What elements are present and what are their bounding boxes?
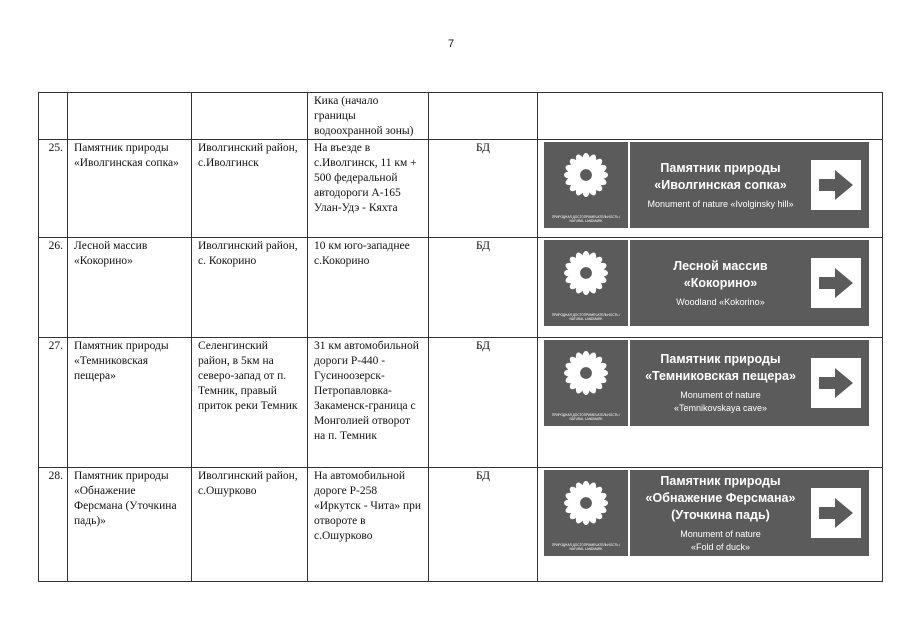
- sign-title: [654, 160, 786, 194]
- sign-cell: [538, 338, 883, 468]
- name-cell: [68, 93, 192, 140]
- row-number: 26.: [39, 238, 68, 338]
- address-cell: Кика (начало границы водоохранной зоны): [308, 93, 429, 140]
- landmark-location: Иволгинский район, с.Иволгинск: [192, 140, 308, 238]
- sign-title: [645, 351, 796, 385]
- landmark-location: Иволгинский район, с.Ошурково: [192, 468, 308, 582]
- road-sign: [544, 470, 869, 556]
- logo-caption: ПРИРОДНАЯ ДОСТОПРИМЕЧАТЕЛЬНОСТЬ / NATURAL LANDMARK: [551, 543, 621, 551]
- landmark-name: Памятник природы «Иволгинская сопка»: [68, 140, 192, 238]
- table-row: [39, 338, 883, 468]
- sign-title-line: «Обнажение Ферсмана»: [645, 490, 796, 505]
- page-number: 7: [448, 38, 455, 50]
- sign-title-line: Памятник природы: [660, 473, 781, 488]
- num-cell: [39, 93, 68, 140]
- sign-subtitle-line: «Fold of duck»: [690, 541, 751, 552]
- sign-type: БД: [429, 468, 538, 582]
- sign-title-line: «Кокорино»: [683, 275, 758, 290]
- location-cell: [192, 93, 308, 140]
- sign-title: [673, 258, 767, 292]
- logo-caption: ПРИРОДНАЯ ДОСТОПРИМЕЧАТЕЛЬНОСТЬ / NATURAL LANDMARK: [551, 413, 621, 421]
- sign-type: БД: [429, 338, 538, 468]
- sign-subtitle-line: Monument of nature: [680, 528, 761, 539]
- sign-type: БД: [429, 238, 538, 338]
- sign-cell: [538, 93, 883, 140]
- sign-cell: [538, 140, 883, 238]
- type-cell: [429, 93, 538, 140]
- landmark-name: Лесной массив «Кокорино»: [68, 238, 192, 338]
- row-number: 27.: [39, 338, 68, 468]
- arrow-right-icon: [811, 358, 861, 408]
- arrow-right-icon: [811, 160, 861, 210]
- landmark-logo: [544, 142, 630, 228]
- landmark-address: 10 км юго-западнее с.Кокорино: [308, 238, 429, 338]
- landmark-logo: [544, 240, 630, 326]
- sign-subtitle-line: Monument of nature «Ivolginsky hill»: [647, 198, 794, 209]
- flower-icon: [563, 152, 609, 198]
- sign-title: [646, 473, 796, 524]
- sign-title-line: (Уточкина падь): [671, 507, 770, 522]
- sign-subtitle-line: Monument of nature: [680, 390, 761, 400]
- landmark-logo: [544, 470, 630, 556]
- sign-cell: [538, 468, 883, 582]
- flower-icon: [563, 350, 609, 396]
- landmark-location: Селенгинский район, в 5км на северо-запад от п. Темник, правый приток реки Темник: [192, 338, 308, 468]
- sign-subtitle-line: Woodland «Kokorino»: [676, 296, 765, 307]
- landmark-name: Памятник природы «Темниковская пещера»: [68, 338, 192, 468]
- sign-text: [630, 340, 811, 426]
- table-row: [39, 468, 883, 582]
- road-sign: [544, 142, 869, 228]
- sign-text: [630, 240, 811, 326]
- landmark-name: Памятник природы «Обнажение Ферсмана (Уточкина падь)»: [68, 468, 192, 582]
- landmark-address: На въезде в с.Иволгинск, 11 км + 500 федеральной автодороги А-165 Улан-Удэ - Кяхта: [308, 140, 429, 238]
- sign-subtitle-line: «Temnikovskaya cave»: [673, 403, 768, 413]
- landmark-logo: [544, 340, 630, 426]
- road-sign: [544, 240, 869, 326]
- landmarks-table: [38, 92, 883, 582]
- row-number: 25.: [39, 140, 68, 238]
- sign-subtitle: [674, 389, 767, 415]
- arrow-right-icon: [811, 258, 861, 308]
- continuation-row: [39, 93, 883, 140]
- flower-icon: [563, 480, 609, 526]
- sign-cell: [538, 238, 883, 338]
- landmark-address: На автомобильной дороге Р-258 «Иркутск - Чита» при отвороте в с.Ошурково: [308, 468, 429, 582]
- sign-title-line: Памятник природы: [660, 352, 781, 366]
- flower-icon: [563, 250, 609, 296]
- table-row: [39, 238, 883, 338]
- sign-title-line: Лесной массив: [673, 258, 768, 273]
- sign-title-line: «Темниковская пещера»: [645, 369, 796, 383]
- landmark-address: 31 км автомобильной дороги Р-440 - Гусиноозерск-Петропавловка-Закаменск-граница с Монголией отворот на п. Темник: [308, 338, 429, 468]
- sign-text: [630, 470, 811, 556]
- sign-type: БД: [429, 140, 538, 238]
- road-sign: [544, 340, 869, 426]
- arrow-right-icon: [811, 488, 861, 538]
- sign-title-line: Памятник природы: [660, 160, 781, 175]
- sign-title-line: «Иволгинская сопка»: [654, 177, 787, 192]
- sign-subtitle: [680, 528, 761, 554]
- sign-subtitle: [647, 198, 793, 211]
- logo-caption: ПРИРОДНАЯ ДОСТОПРИМЕЧАТЕЛЬНОСТЬ / NATURAL LANDMARK: [551, 215, 621, 223]
- logo-caption: ПРИРОДНАЯ ДОСТОПРИМЕЧАТЕЛЬНОСТЬ / NATURAL LANDMARK: [551, 313, 621, 321]
- sign-text: [630, 142, 811, 228]
- landmark-location: Иволгинский район, с. Кокорино: [192, 238, 308, 338]
- row-number: 28.: [39, 468, 68, 582]
- table-row: [39, 140, 883, 238]
- sign-subtitle: [676, 296, 764, 309]
